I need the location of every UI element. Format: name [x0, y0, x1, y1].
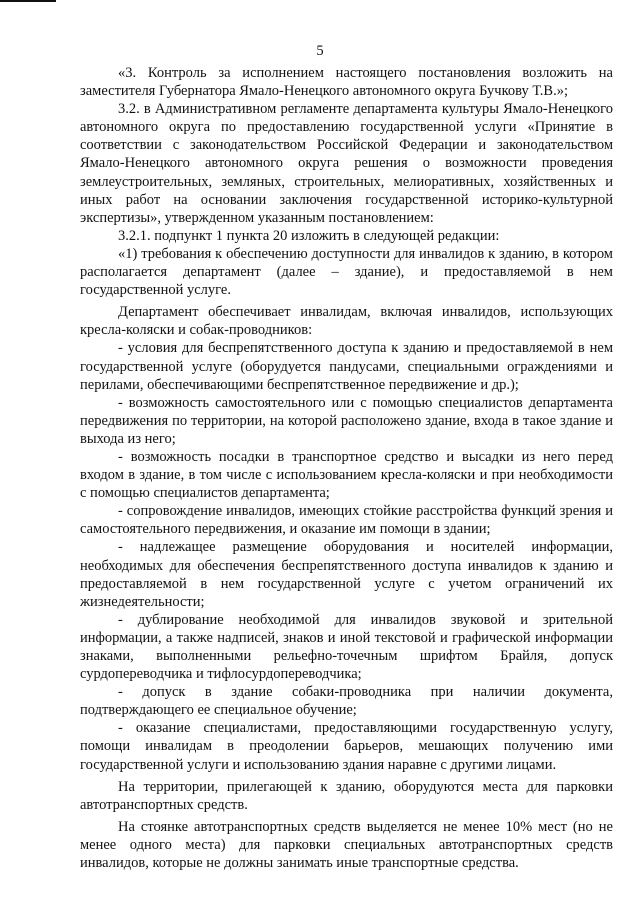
page-number: 5 [316, 43, 324, 59]
paragraph-parking-territory: На территории, прилегающей к зданию, оборудуются места для парковки автотранспортных средств. [80, 778, 613, 813]
list-item-escort: - сопровождение инвалидов, имеющих стойкие расстройства функций зрения и самостоятельного передвижения, и оказание им помощи в здании; [80, 503, 613, 538]
paragraph-accessibility-requirements: «1) требования к обеспечению доступности для инвалидов к зданию, в котором располагается департамент (далее – здание), и предоставляемой в нем государственной услуге. [80, 245, 613, 299]
list-item-equipment-placement: - надлежащее размещение оборудования и носителей информации, необходимых для обеспечения беспрепятственного доступа инвалидов к зданию и предоставляемой в нем государственной услуге с учетом ограничений их жизнедеятельности; [80, 539, 613, 610]
document-body [80, 64, 613, 872]
list-item-guide-dog-admission: - допуск в здание собаки-проводника при наличии документа, подтверждающего ее специальное обучение; [80, 684, 613, 719]
paragraph-item-3-2-regulation: 3.2. в Административном регламенте департамента культуры Ямало-Ненецкого автономного округа по предоставлению государственной услуги «Принятие в соответствии с законодательством Российской Федерации и законодательством Ямало-Ненецкого автономного округа решения о возможности проведения землеустроительных, земляных, строительных, мелиоративных, хозяйственных и иных работ на основании заключения государственной историко-культурной экспертизы», утвержденном указанным постановлением: [80, 101, 613, 226]
top-edge-mark [0, 0, 56, 2]
paragraph-item-3-control: «3. Контроль за исполнением настоящего постановления возложить на заместителя Губернатора Ямало-Ненецкого автономного округа Бучкову Т.В.»; [80, 65, 613, 100]
list-item-information-duplication: - дублирование необходимой для инвалидов звуковой и зрительной информации, а также надписей, знаков и иной текстовой и графической информации знаками, выполненными рельефно-точечным шрифтом Брайля, допуск сурдопереводчика и тифлосурдопереводчика; [80, 611, 613, 683]
paragraph-department-provides: Департамент обеспечивает инвалидам, включая инвалидов, использующих кресла-коляски и собак-проводников: [80, 304, 613, 339]
paragraph-parking-quota: На стоянке автотранспортных средств выделяется не менее 10% мест (но не менее одного места) для парковки специальных автотранспортных средств инвалидов, которые не должны занимать иные транспортные средства. [80, 818, 613, 872]
list-item-access-conditions: - условия для беспрепятственного доступа к зданию и предоставляемой в нем государственной услуге (оборудуется пандусами, специальными ограждениями и перилами, обеспечивающими беспрепятственное передвижение и др.); [80, 340, 613, 393]
list-item-specialist-assistance: - оказание специалистами, предоставляющими государственную услугу, помощи инвалидам в преодолении барьеров, мешающих получению ими государственной услуги и использованию здания наравне с другими лицами. [80, 720, 613, 773]
list-item-movement-possibility: - возможность самостоятельного или с помощью специалистов департамента передвижения по территории, на которой расположено здание, входа в такое здание и выхода из него; [80, 394, 613, 447]
paragraph-item-3-2-1: 3.2.1. подпункт 1 пункта 20 изложить в следующей редакции: [118, 227, 500, 244]
list-item-vehicle-boarding: - возможность посадки в транспортное средство и высадки из него перед входом в здание, в том числе с использованием кресла-коляски и при необходимости с помощью специалистов департамента; [80, 448, 613, 502]
